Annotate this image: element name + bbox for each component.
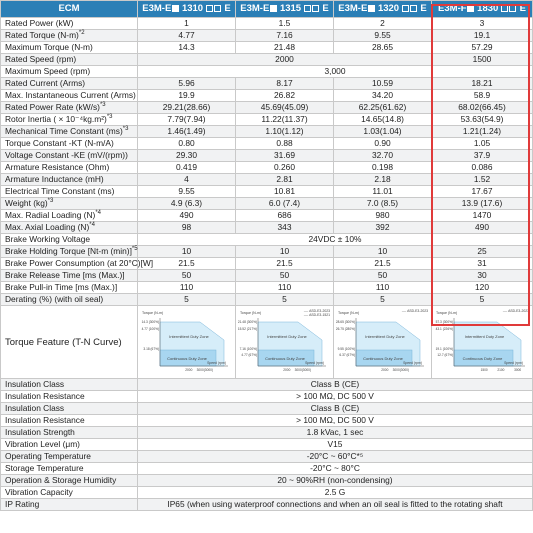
row-value: 50 bbox=[138, 270, 236, 282]
x-tick-label: 3000(3000) bbox=[392, 368, 409, 372]
model-box-icon bbox=[214, 5, 221, 12]
table-row bbox=[1, 439, 533, 451]
row-value: 0.90 bbox=[334, 138, 432, 150]
row-value: 1 bbox=[138, 18, 236, 30]
speed-axis-label: Speed (rpm) bbox=[504, 361, 523, 365]
y-tick-label: 19.1 (100%) bbox=[435, 347, 453, 351]
row-value: 32.70 bbox=[334, 150, 432, 162]
row-label-text: Maximum Speed (rpm) bbox=[5, 66, 91, 76]
table-row bbox=[1, 463, 533, 475]
row-value: 0.419 bbox=[138, 162, 236, 174]
row-value: 29.21(28.66) bbox=[138, 102, 236, 114]
spec-label: Insulation Resistance bbox=[1, 391, 138, 403]
row-label bbox=[1, 90, 138, 102]
tn-curve-cell bbox=[236, 306, 334, 379]
table-row bbox=[1, 499, 533, 511]
row-label-text: Maximum Torque (N-m) bbox=[5, 42, 93, 52]
table-row bbox=[1, 246, 533, 258]
row-value: 120 bbox=[432, 282, 533, 294]
table-row bbox=[1, 427, 533, 439]
row-label bbox=[1, 18, 138, 30]
curve-legend: ---- ASD-E3-1521 bbox=[303, 313, 330, 317]
tn-curve-chart bbox=[334, 306, 432, 378]
table-row bbox=[1, 475, 533, 487]
spec-value: 20 ~ 90%RH (non-condensing) bbox=[138, 475, 533, 487]
row-value: 28.65 bbox=[334, 42, 432, 54]
table-row bbox=[1, 162, 533, 174]
header-model-4 bbox=[432, 1, 533, 18]
table-row bbox=[1, 403, 533, 415]
table-row bbox=[1, 415, 533, 427]
row-value: 9.55 bbox=[138, 186, 236, 198]
spec-label: Vibration Level (μm) bbox=[1, 439, 138, 451]
row-value: 10 bbox=[138, 246, 236, 258]
table-row bbox=[1, 294, 533, 306]
y-tick-label: 14.3 (300%) bbox=[141, 320, 159, 324]
row-value: 62.25(61.62) bbox=[334, 102, 432, 114]
y-tick-label: 4.77 (100%) bbox=[141, 327, 159, 331]
spec-label: Insulation Resistance bbox=[1, 415, 138, 427]
row-label-text: Brake Power Consumption (at 20°C)[W] bbox=[5, 258, 154, 268]
continuous-zone-label: Continuous Duty Zone bbox=[462, 356, 503, 361]
row-value: 110 bbox=[334, 282, 432, 294]
row-label bbox=[1, 114, 138, 126]
row-value: 110 bbox=[236, 282, 334, 294]
row-value: 13.9 (17.6) bbox=[432, 198, 533, 210]
spec-label: Operating Temperature bbox=[1, 451, 138, 463]
row-label-text: Derating (%) (with oil seal) bbox=[5, 294, 104, 304]
row-value: 57.29 bbox=[432, 42, 533, 54]
header-model-1 bbox=[138, 1, 236, 18]
model-box-filled-icon bbox=[368, 5, 375, 12]
model-suffix: E bbox=[516, 3, 526, 14]
row-label-text: Max. Radial Loading (N) bbox=[5, 210, 96, 220]
row-value: 1.5 bbox=[236, 18, 334, 30]
table-row bbox=[1, 126, 533, 138]
row-label bbox=[1, 258, 154, 270]
row-value: 0.88 bbox=[236, 138, 334, 150]
torque-axis-label: Torque (N-m) bbox=[142, 311, 164, 315]
speed-axis-label: Speed (rpm) bbox=[305, 361, 324, 365]
row-value: 53.63(54.9) bbox=[432, 114, 533, 126]
footnote-mark: *3 bbox=[47, 198, 54, 205]
row-value: 5 bbox=[432, 294, 533, 306]
model-prefix: E3M-E bbox=[240, 3, 270, 14]
curve-legend: ---- ASD-E3-2023 bbox=[502, 309, 529, 313]
row-label bbox=[1, 126, 138, 138]
row-label bbox=[1, 30, 138, 42]
speed-axis-label: Speed (rpm) bbox=[403, 361, 422, 365]
model-box-filled-icon bbox=[172, 5, 179, 12]
header-model-2 bbox=[236, 1, 334, 18]
table-row bbox=[1, 234, 533, 246]
footnote-mark: *3 bbox=[106, 114, 113, 121]
row-value: 5 bbox=[138, 294, 236, 306]
row-label bbox=[1, 282, 138, 294]
row-value: 10 bbox=[334, 246, 432, 258]
row-label-text: Rated Power (kW) bbox=[5, 18, 74, 28]
model-box-filled-icon bbox=[467, 5, 474, 12]
y-tick-label: 4.77 (67%) bbox=[241, 353, 257, 357]
spec-value: IP65 (when using waterproof connections and when an oil seal is fitted to the rotating shaft bbox=[138, 499, 533, 511]
table-row bbox=[1, 174, 533, 186]
row-label bbox=[1, 66, 138, 78]
row-label-text: Torque Constant -KT (N-m/A) bbox=[5, 138, 114, 148]
curve-legend: ---- ASD-E3-2023 bbox=[401, 309, 428, 313]
row-label-text: Brake Working Voltage bbox=[5, 234, 91, 244]
row-value: 5 bbox=[334, 294, 432, 306]
table-row bbox=[1, 78, 533, 90]
row-value: 21.5 bbox=[236, 258, 334, 270]
row-value: 4.77 bbox=[138, 30, 236, 42]
table-row bbox=[1, 66, 533, 78]
y-tick-label: 7.16 (100%) bbox=[239, 347, 257, 351]
intermittent-zone-label: Intermittent Duty Zone bbox=[267, 334, 307, 339]
row-value: 1470 bbox=[432, 210, 533, 222]
y-tick-label: 9.55 (100%) bbox=[337, 347, 355, 351]
table-row bbox=[1, 222, 533, 234]
row-label bbox=[1, 270, 138, 282]
row-value: 21.5 bbox=[334, 258, 432, 270]
y-tick-label: 43.1 (226%) bbox=[435, 327, 453, 331]
model-box-icon bbox=[410, 5, 417, 12]
model-box-icon bbox=[402, 5, 409, 12]
row-value: 31.69 bbox=[236, 150, 334, 162]
tn-curve-cell bbox=[334, 306, 432, 379]
model-prefix: E3M-E bbox=[142, 3, 172, 14]
row-value: 7.79(7.94) bbox=[138, 114, 236, 126]
row-value: 14.65(14.8) bbox=[334, 114, 432, 126]
model-prefix: E3M-E bbox=[338, 3, 368, 14]
spec-label: Insulation Class bbox=[1, 379, 138, 391]
row-label bbox=[1, 210, 138, 222]
row-label-text: Rated Speed (rpm) bbox=[5, 54, 77, 64]
row-value: 98 bbox=[138, 222, 236, 234]
footnote-mark: *5 bbox=[131, 246, 138, 253]
table-row bbox=[1, 391, 533, 403]
y-tick-label: 3.18 (67%) bbox=[143, 347, 159, 351]
row-value: 4.9 (6.3) bbox=[138, 198, 236, 210]
table-row bbox=[1, 18, 533, 30]
row-value: 2 bbox=[334, 18, 432, 30]
row-label bbox=[1, 102, 138, 114]
row-label-text: Armature Resistance (Ohm) bbox=[5, 162, 110, 172]
tn-curve-chart bbox=[138, 306, 236, 378]
tn-curve-cell bbox=[138, 306, 236, 379]
row-label-text: Weight (kg) bbox=[5, 198, 48, 208]
row-label-text: Rated Torque (N-m) bbox=[5, 30, 79, 40]
footnote-mark: *3 bbox=[122, 126, 129, 133]
row-value: 1.52 bbox=[432, 174, 533, 186]
row-value: 21.48 bbox=[236, 42, 334, 54]
row-value: 392 bbox=[334, 222, 432, 234]
row-value: 2000 bbox=[138, 54, 432, 66]
footnote-mark: *3 bbox=[99, 102, 106, 109]
row-value: 34.20 bbox=[334, 90, 432, 102]
table-row bbox=[1, 210, 533, 222]
spec-label: Insulation Strength bbox=[1, 427, 138, 439]
row-value: 1.21(1.24) bbox=[432, 126, 533, 138]
x-tick-label: 2000 bbox=[185, 368, 193, 372]
x-tick-label: 1500 bbox=[480, 368, 488, 372]
model-number: 1310 bbox=[179, 3, 206, 14]
row-value: 1.46(1.49) bbox=[138, 126, 236, 138]
row-value: 3 bbox=[432, 18, 533, 30]
x-tick-label: 3000(3000) bbox=[294, 368, 311, 372]
x-tick-label: 2000 bbox=[381, 368, 389, 372]
intermittent-zone-label: Intermittent Duty Zone bbox=[169, 334, 209, 339]
table-row bbox=[1, 282, 533, 294]
tn-curve-cell bbox=[432, 306, 533, 379]
header-ecm: ECM bbox=[1, 1, 138, 18]
row-value: 0.198 bbox=[334, 162, 432, 174]
row-value: 25 bbox=[432, 246, 533, 258]
continuous-zone-label: Continuous Duty Zone bbox=[167, 356, 207, 361]
spec-label: IP Rating bbox=[1, 499, 138, 511]
table-row bbox=[1, 198, 533, 210]
continuous-zone-label: Continuous Duty Zone bbox=[363, 356, 403, 361]
row-value: 0.086 bbox=[432, 162, 533, 174]
table-row bbox=[1, 42, 533, 54]
model-number: 1320 bbox=[375, 3, 402, 14]
model-box-filled-icon bbox=[270, 5, 277, 12]
row-value: 37.9 bbox=[432, 150, 533, 162]
table-row bbox=[1, 54, 533, 66]
header-model-3 bbox=[334, 1, 432, 18]
row-label bbox=[1, 294, 138, 306]
row-label-text: Electrical Time Constant (ms) bbox=[5, 186, 115, 196]
row-value: 11.22(11.37) bbox=[236, 114, 334, 126]
table-row bbox=[1, 90, 533, 102]
row-value: 30 bbox=[432, 270, 533, 282]
table-row bbox=[1, 258, 533, 270]
row-label-text: Brake Release Time [ms (Max.)] bbox=[5, 270, 125, 280]
row-value: 5.96 bbox=[138, 78, 236, 90]
model-box-icon bbox=[312, 5, 319, 12]
table-row bbox=[1, 451, 533, 463]
row-value: 58.9 bbox=[432, 90, 533, 102]
row-value: 14.3 bbox=[138, 42, 236, 54]
row-value: 11.01 bbox=[334, 186, 432, 198]
spec-value: > 100 MΩ, DC 500 V bbox=[138, 391, 533, 403]
spec-value: Class B (CE) bbox=[138, 403, 533, 415]
row-value: 1500 bbox=[432, 54, 533, 66]
continuous-zone-label: Continuous Duty Zone bbox=[265, 356, 305, 361]
model-prefix: E3M-F bbox=[438, 3, 467, 14]
spec-label: Insulation Class bbox=[1, 403, 138, 415]
row-value: 490 bbox=[138, 210, 236, 222]
model-box-icon bbox=[501, 5, 508, 12]
row-value: 68.02(66.45) bbox=[432, 102, 533, 114]
x-tick-label: 2000 bbox=[283, 368, 291, 372]
row-value: 7.16 bbox=[236, 30, 334, 42]
row-value: 50 bbox=[236, 270, 334, 282]
row-value: 1.05 bbox=[432, 138, 533, 150]
torque-axis-label: Torque (N-m) bbox=[338, 311, 360, 315]
model-suffix: E bbox=[319, 3, 329, 14]
table-row bbox=[1, 270, 533, 282]
row-value: 5 bbox=[236, 294, 334, 306]
y-tick-label: 57.3 (300%) bbox=[435, 320, 453, 324]
row-label-text: Mechanical Time Constant (ms) bbox=[5, 126, 123, 136]
spec-value: 1.8 kVac, 1 sec bbox=[138, 427, 533, 439]
row-value: 50 bbox=[334, 270, 432, 282]
row-value: 7.0 (8.5) bbox=[334, 198, 432, 210]
spec-value: -20°C ~ 60°C*⁵ bbox=[138, 451, 533, 463]
row-value: 17.67 bbox=[432, 186, 533, 198]
row-value: 110 bbox=[138, 282, 236, 294]
row-value: 26.82 bbox=[236, 90, 334, 102]
model-box-icon bbox=[206, 5, 213, 12]
spec-value: 2.5 G bbox=[138, 487, 533, 499]
row-label-text: Max. Instantaneous Current (Arms) bbox=[5, 90, 136, 100]
model-number: 1315 bbox=[277, 3, 304, 14]
intermittent-zone-label: Intermittent Duty Zone bbox=[365, 334, 405, 339]
table-row bbox=[1, 114, 533, 126]
row-label-text: Voltage Constant -KE (mV/(rpm)) bbox=[5, 150, 128, 160]
row-value: 9.55 bbox=[334, 30, 432, 42]
row-value: 24VDC ± 10% bbox=[138, 234, 533, 246]
row-value: 10 bbox=[236, 246, 334, 258]
row-label-text: Brake Holding Torque [Nt-m (min)] bbox=[5, 246, 132, 256]
row-label bbox=[1, 162, 138, 174]
spec-value: V15 bbox=[138, 439, 533, 451]
row-label bbox=[1, 222, 138, 234]
table-row bbox=[1, 30, 533, 42]
row-value: 8.17 bbox=[236, 78, 334, 90]
row-value: 1.10(1.12) bbox=[236, 126, 334, 138]
spec-label: Storage Temperature bbox=[1, 463, 138, 475]
row-value: 686 bbox=[236, 210, 334, 222]
footnote-mark: *4 bbox=[95, 210, 101, 217]
row-label bbox=[1, 246, 138, 258]
spec-value: > 100 MΩ, DC 500 V bbox=[138, 415, 533, 427]
curve-label: Torque Feature (T-N Curve) bbox=[1, 306, 138, 379]
footnote-mark: *4 bbox=[89, 222, 95, 229]
x-tick-label: 2100 bbox=[497, 368, 505, 372]
row-label bbox=[1, 234, 138, 246]
y-tick-label: 15.52 (217%) bbox=[237, 327, 257, 331]
y-tick-label: 21.48 (300%) bbox=[237, 320, 257, 324]
table-row bbox=[1, 138, 533, 150]
row-value: 343 bbox=[236, 222, 334, 234]
speed-axis-label: Speed (rpm) bbox=[207, 361, 226, 365]
row-value: 45.69(45.09) bbox=[236, 102, 334, 114]
row-value: 29.30 bbox=[138, 150, 236, 162]
row-label bbox=[1, 54, 138, 66]
curve-row bbox=[1, 306, 533, 379]
y-tick-label: 12.7 (67%) bbox=[437, 353, 453, 357]
row-value: 19.9 bbox=[138, 90, 236, 102]
header-row bbox=[1, 1, 533, 18]
row-value: 1.03(1.04) bbox=[334, 126, 432, 138]
row-label bbox=[1, 150, 138, 162]
x-tick-label: 3000(3000) bbox=[196, 368, 213, 372]
x-tick-label: 3000 bbox=[514, 368, 522, 372]
row-value: 4 bbox=[138, 174, 236, 186]
row-value: 980 bbox=[334, 210, 432, 222]
row-label-text: Rated Power Rate (kW/s) bbox=[5, 102, 100, 112]
spec-value: Class B (CE) bbox=[138, 379, 533, 391]
spec-body bbox=[1, 18, 533, 511]
model-box-icon bbox=[304, 5, 311, 12]
row-value: 31 bbox=[432, 258, 533, 270]
tn-curve-chart bbox=[236, 306, 334, 378]
row-value: 0.260 bbox=[236, 162, 334, 174]
table-row bbox=[1, 379, 533, 391]
row-label bbox=[1, 42, 138, 54]
table-row bbox=[1, 186, 533, 198]
row-label-text: Rated Current (Arms) bbox=[5, 78, 86, 88]
model-number: 1830 bbox=[474, 3, 501, 14]
torque-axis-label: Torque (N-m) bbox=[240, 311, 262, 315]
spec-label: Vibration Capacity bbox=[1, 487, 138, 499]
row-label bbox=[1, 138, 138, 150]
row-label-text: Max. Axial Loading (N) bbox=[5, 222, 90, 232]
row-label bbox=[1, 174, 138, 186]
model-suffix: E bbox=[221, 3, 231, 14]
row-value: 10.81 bbox=[236, 186, 334, 198]
row-value: 21.5 bbox=[138, 258, 236, 270]
row-value: 490 bbox=[432, 222, 533, 234]
row-value: 0.80 bbox=[138, 138, 236, 150]
row-value: 18.21 bbox=[432, 78, 533, 90]
tn-curve-chart bbox=[432, 306, 533, 378]
row-value: 10.59 bbox=[334, 78, 432, 90]
curve-legend: ---- ASD-E3-2023 bbox=[303, 309, 330, 313]
row-value: 2.18 bbox=[334, 174, 432, 186]
model-box-icon bbox=[509, 5, 516, 12]
y-tick-label: 6.37 (67%) bbox=[339, 353, 355, 357]
row-label-text: Rotor Inertia ( × 10⁻⁴kg.m²) bbox=[5, 114, 107, 124]
spec-label: Operation & Storage Humidity bbox=[1, 475, 138, 487]
spec-value: -20°C ~ 80°C bbox=[138, 463, 533, 475]
model-suffix: E bbox=[417, 3, 427, 14]
row-value: 2.81 bbox=[236, 174, 334, 186]
table-row bbox=[1, 102, 533, 114]
torque-axis-label: Torque (N-m) bbox=[436, 311, 458, 315]
table-row bbox=[1, 487, 533, 499]
row-label bbox=[1, 186, 138, 198]
y-tick-label: 26.75 (280%) bbox=[335, 327, 355, 331]
row-label bbox=[1, 78, 138, 90]
table-row bbox=[1, 150, 533, 162]
row-label-text: Brake Pull-in Time [ms (Max.)] bbox=[5, 282, 118, 292]
row-label-text: Armature Inductance (mH) bbox=[5, 174, 104, 184]
footnote-mark: *2 bbox=[78, 30, 85, 37]
intermittent-zone-label: Intermittent Duty Zone bbox=[464, 334, 505, 339]
row-value: 3,000 bbox=[138, 66, 533, 78]
row-value: 6.0 (7.4) bbox=[236, 198, 334, 210]
y-tick-label: 28.65 (300%) bbox=[335, 320, 355, 324]
row-label bbox=[1, 198, 138, 210]
row-value: 19.1 bbox=[432, 30, 533, 42]
